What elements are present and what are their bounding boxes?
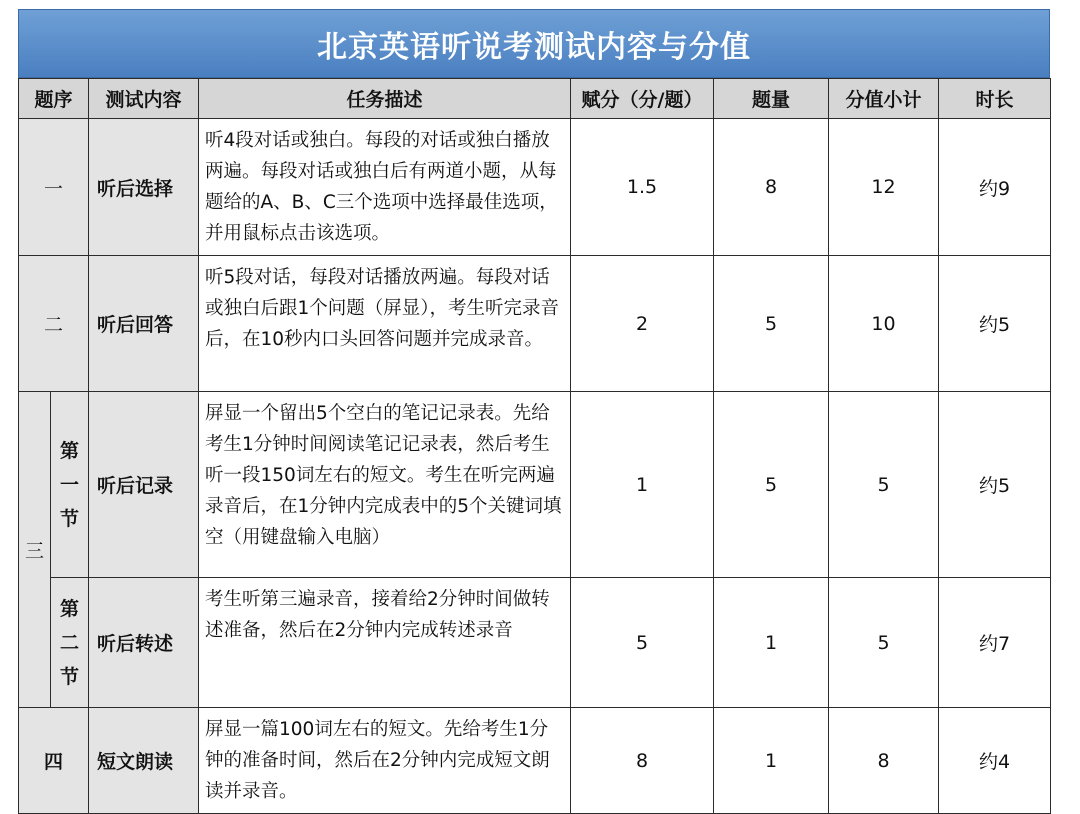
- row-count: 8: [714, 119, 829, 256]
- row-order: 四: [19, 708, 89, 814]
- row-section: 第一节: [51, 392, 89, 578]
- header-row: [19, 79, 1051, 119]
- table-row: [19, 708, 1051, 814]
- row-desc: 屏显一篇100词左右的短文。先给考生1分钟的准备时间，然后在2分钟内完成短文朗读并录音。: [199, 708, 571, 814]
- table-row: [19, 392, 1051, 578]
- table-row: [19, 119, 1051, 256]
- header-subtotal: 分值小计: [829, 79, 939, 119]
- row-content: 听后记录: [89, 392, 199, 578]
- row-duration: 约7: [939, 578, 1051, 708]
- row-content: 听后选择: [89, 119, 199, 256]
- header-count: 题量: [714, 79, 829, 119]
- row-score: 2: [571, 256, 714, 392]
- table-row: [19, 256, 1051, 392]
- row-score: 8: [571, 708, 714, 814]
- row-desc: 屏显一个留出5个空白的笔记记录表。先给考生1分钟时间阅读笔记记录表，然后考生听一段150词左右的短文。考生在听完两遍录音后，在1分钟内完成表中的5个关键词填空（用键盘输入电脑）: [199, 392, 571, 578]
- row-content: 听后转述: [89, 578, 199, 708]
- row-subtotal: 5: [829, 578, 939, 708]
- row-duration: 约9: [939, 119, 1051, 256]
- header-desc: 任务描述: [199, 79, 571, 119]
- row-content: 听后回答: [89, 256, 199, 392]
- row-duration: 约5: [939, 392, 1051, 578]
- score-table: [18, 78, 1051, 814]
- row-count: 1: [714, 708, 829, 814]
- row-score: 1: [571, 392, 714, 578]
- row-count: 5: [714, 392, 829, 578]
- row-desc: 考生听第三遍录音，接着给2分钟时间做转述准备，然后在2分钟内完成转述录音: [199, 578, 571, 708]
- row-desc: 听4段对话或独白。每段的对话或独白播放两遍。每段对话或独白后有两道小题，从每题给的A、B、C三个选项中选择最佳选项，并用鼠标点击该选项。: [199, 119, 571, 256]
- row-section: 第二节: [51, 578, 89, 708]
- row-subtotal: 10: [829, 256, 939, 392]
- row-duration: 约4: [939, 708, 1051, 814]
- row-duration: 约5: [939, 256, 1051, 392]
- row-subtotal: 12: [829, 119, 939, 256]
- score-table-frame: [18, 9, 1050, 813]
- row-order: 三: [19, 392, 51, 708]
- row-score: 5: [571, 578, 714, 708]
- row-count: 1: [714, 578, 829, 708]
- row-content: 短文朗读: [89, 708, 199, 814]
- header-duration: 时长: [939, 79, 1051, 119]
- row-subtotal: 8: [829, 708, 939, 814]
- row-desc: 听5段对话，每段对话播放两遍。每段对话或独白后跟1个问题（屏显），考生听完录音后，在10秒内口头回答问题并完成录音。: [199, 256, 571, 392]
- header-content: 测试内容: [89, 79, 199, 119]
- row-score: 1.5: [571, 119, 714, 256]
- row-order: 二: [19, 256, 89, 392]
- row-order: 一: [19, 119, 89, 256]
- header-order: 题序: [19, 79, 89, 119]
- header-score: 赋分（分/题）: [571, 79, 714, 119]
- table-title: 北京英语听说考测试内容与分值: [18, 9, 1050, 78]
- table-row: [19, 578, 1051, 708]
- row-subtotal: 5: [829, 392, 939, 578]
- row-count: 5: [714, 256, 829, 392]
